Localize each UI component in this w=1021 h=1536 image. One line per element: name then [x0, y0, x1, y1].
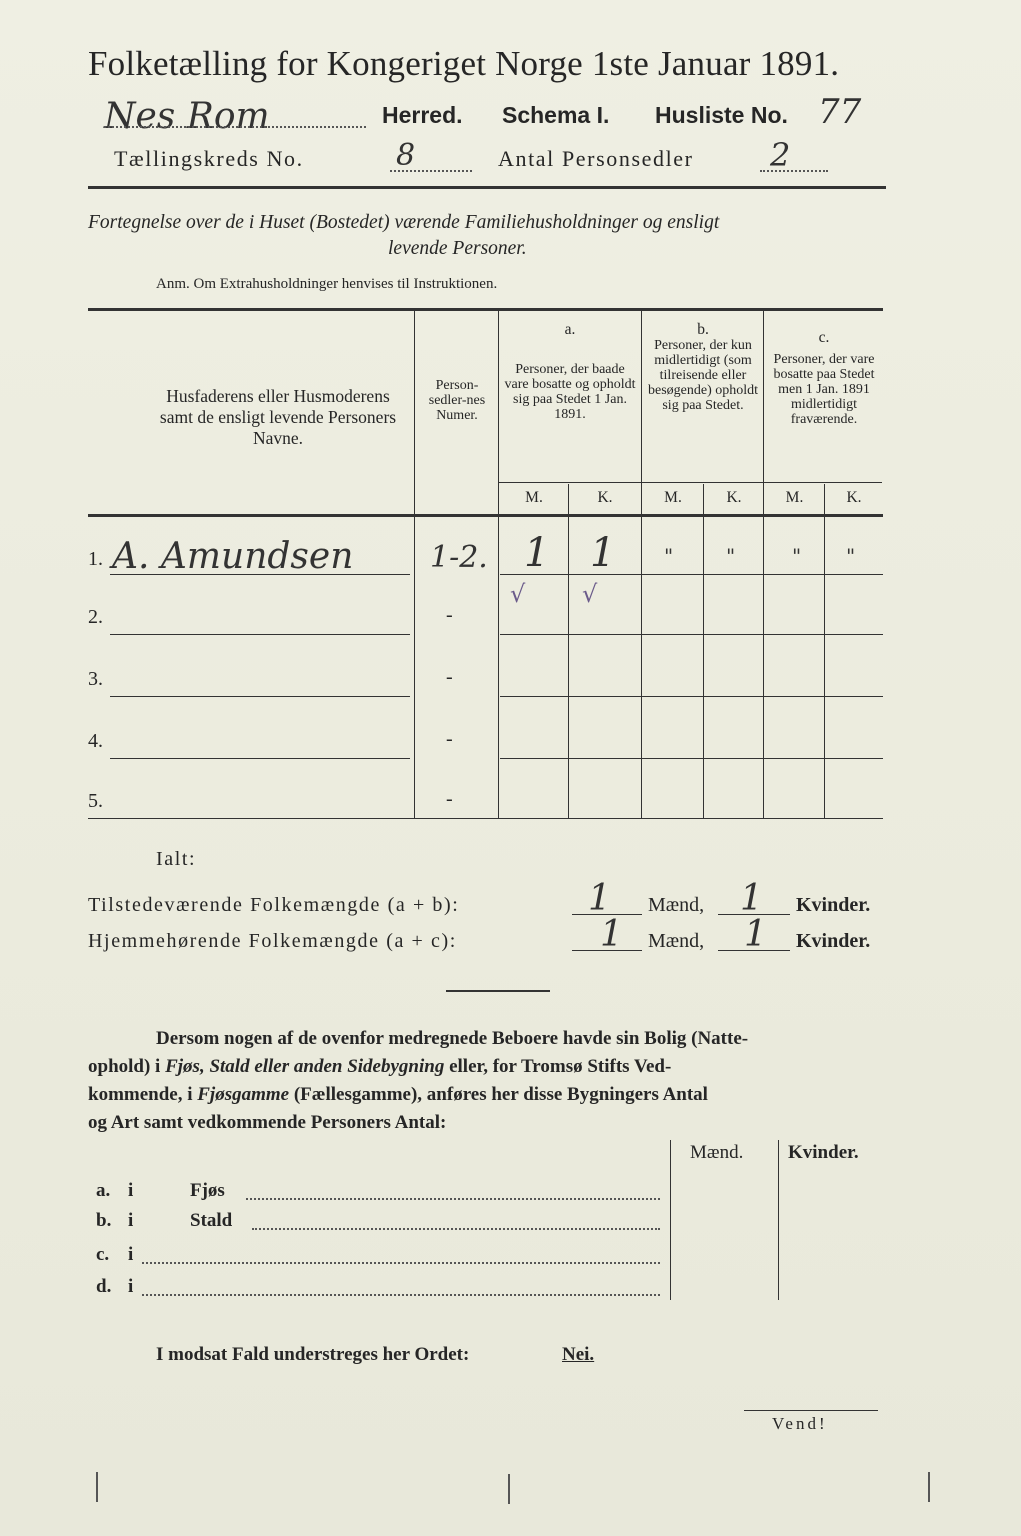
row-line-1b — [500, 574, 883, 575]
col-divider-b-mk — [703, 484, 704, 818]
paragraph-line-3 — [88, 1084, 708, 1106]
hjemme-kvinder-line — [718, 950, 790, 951]
building-row-i: i — [128, 1244, 134, 1265]
paragraph-line-2c: eller, for Tromsø Stifts Ved- — [444, 1056, 672, 1077]
row-num: 1-2. — [430, 540, 488, 575]
schema-label: Schema I. — [502, 102, 610, 128]
col-divider-b — [763, 310, 764, 818]
row-num: - — [446, 604, 453, 626]
col-divider-a-mk — [568, 484, 569, 818]
row-number: 3. — [88, 668, 103, 690]
tilstede-kvinder-value: 1 — [740, 878, 763, 919]
row-a-m: 1 — [524, 530, 550, 576]
col-b-letter: b. — [697, 321, 709, 338]
col-a-m: M. — [525, 489, 543, 506]
building-row-letter: d. — [96, 1276, 112, 1297]
paragraph-line-1: Dersom nogen af de ovenfor medregnede Beboere havde sin Bolig (Natte- — [156, 1028, 749, 1049]
building-row-i: i — [128, 1180, 134, 1201]
form-title: Folketælling for Kongeriget Norge 1ste Januar 1891. — [88, 44, 840, 83]
row-line-4 — [110, 758, 410, 759]
tilstede-label: Tilstedeværende Folkemængde (a + b): — [88, 894, 460, 916]
tilstede-maend-value: 1 — [588, 878, 611, 919]
row-num: - — [446, 666, 453, 688]
row-num: - — [446, 728, 453, 750]
col-divider-c-mk — [824, 484, 825, 818]
section-separator — [446, 990, 550, 992]
edge-mark-center — [508, 1474, 510, 1504]
building-row-i: i — [128, 1276, 134, 1297]
modsat-text: I modsat Fald understreges her Ordet: — [156, 1344, 470, 1365]
building-row-i: i — [128, 1210, 134, 1231]
edge-mark-left — [96, 1472, 98, 1502]
intro-line-1: Fortegnelse over de i Huset (Bostedet) værende Familiehusholdninger og ensligt — [88, 212, 720, 233]
anm-note: Anm. Om Extrahusholdninger henvises til Instruktionen. — [156, 276, 498, 292]
col-header-b: Personer, der kun midlertidigt (som tilreisende eller besøgende) opholdt sig paa Stedet. — [647, 338, 759, 413]
col-header-num: Person-sedler-nes Numer. — [428, 378, 486, 423]
building-row-label: Fjøs — [190, 1180, 225, 1201]
col-a-letter: a. — [564, 321, 576, 338]
col-b-m: M. — [664, 489, 682, 506]
nei-word: Nei. — [562, 1344, 595, 1365]
kreds-label: Tællingskreds No. — [114, 146, 304, 171]
row-c-m: " — [792, 544, 802, 568]
paragraph-line-2 — [88, 1056, 671, 1078]
row-b-m: " — [664, 544, 674, 568]
mk-header-rule — [498, 482, 882, 483]
row-a-m-check: √ — [510, 580, 526, 608]
col-c-m: M. — [785, 489, 804, 506]
row-number: 4. — [88, 730, 103, 752]
tilstede-maend-label: Mænd, — [648, 894, 705, 916]
row-b-k: " — [726, 544, 736, 568]
col-c-k: K. — [846, 489, 862, 506]
buildings-maend-header: Mænd. — [690, 1142, 744, 1163]
ialt-label: Ialt: — [156, 848, 197, 870]
col-header-c: Personer, der vare bosatte paa Stedet men 1 Jan. 1891 midlertidigt fraværende. — [773, 352, 875, 427]
herred-dotted-line — [104, 126, 366, 128]
hjemme-maend-value: 1 — [600, 914, 623, 955]
row-number: 5. — [88, 790, 103, 812]
row-line-3 — [110, 696, 410, 697]
col-header-a: Personer, der baade vare bosatte og opholdt sig paa Stedet 1 Jan. 1891. — [504, 362, 636, 422]
antal-dotted-line — [760, 170, 828, 172]
col-divider-a — [641, 310, 642, 818]
paragraph-line-3c: (Fællesgamme), anføres her disse Bygningers Antal — [289, 1084, 708, 1105]
buildings-divider-2 — [778, 1140, 779, 1300]
row-num: - — [446, 788, 453, 810]
antal-value: 2 — [770, 136, 791, 174]
buildings-divider-1 — [670, 1140, 671, 1300]
row-name: A. Amundsen — [112, 536, 354, 577]
row-number: 1. — [88, 548, 103, 570]
row-line-4b — [500, 758, 883, 759]
tilstede-kvinder-label: Kvinder. — [796, 894, 871, 916]
husliste-value: 77 — [818, 92, 862, 132]
row-line-3b — [500, 696, 883, 697]
vend-text: Vend! — [772, 1414, 828, 1433]
col-c-letter: c. — [818, 329, 830, 346]
husliste-label: Husliste No. — [655, 102, 788, 128]
edge-mark-right — [928, 1472, 930, 1502]
row-a-k: 1 — [590, 530, 616, 576]
hjemme-label: Hjemmehørende Folkemængde (a + c): — [88, 930, 457, 952]
buildings-kvinder-header: Kvinder. — [788, 1142, 859, 1163]
hjemme-kvinder-label: Kvinder. — [796, 930, 871, 952]
herred-label: Herred. — [382, 102, 463, 128]
building-row-label: Stald — [190, 1210, 233, 1231]
building-row-dots — [142, 1294, 660, 1296]
paragraph-line-4: og Art samt vedkommende Personers Antal: — [88, 1112, 447, 1133]
row-a-k-check: √ — [582, 580, 598, 608]
col-a-k: K. — [597, 489, 613, 506]
paragraph-line-3b: Fjøsgamme — [197, 1084, 290, 1105]
intro-line-2: levende Personer. — [388, 238, 527, 259]
col-header-name: Husfaderens eller Husmoderens samt de ensligt levende Personers Navne. — [159, 386, 397, 448]
building-row-dots — [252, 1228, 660, 1230]
row-c-k: " — [846, 544, 856, 568]
col-divider-name — [414, 310, 415, 818]
kreds-dotted-line — [390, 170, 472, 172]
antal-label: Antal Personsedler — [498, 146, 694, 171]
row-number: 2. — [88, 606, 103, 628]
paragraph-line-2a: ophold) i — [88, 1056, 166, 1077]
kreds-value: 8 — [396, 138, 416, 173]
col-divider-num — [498, 310, 499, 818]
herred-value: Nes Rom — [104, 96, 270, 137]
building-row-letter: a. — [96, 1180, 111, 1201]
col-b-k: K. — [726, 489, 742, 506]
vend-rule — [744, 1410, 878, 1411]
hjemme-kvinder-value: 1 — [744, 914, 767, 955]
building-row-letter: c. — [96, 1244, 110, 1265]
header-rule — [88, 186, 886, 189]
building-row-dots — [142, 1262, 660, 1264]
building-row-dots — [246, 1198, 660, 1200]
paragraph-line-3a: kommende, i — [88, 1084, 198, 1105]
hjemme-maend-label: Mænd, — [648, 930, 705, 952]
hjemme-maend-line — [572, 950, 642, 951]
table-bottom-rule — [88, 818, 883, 819]
building-row-letter: b. — [96, 1210, 112, 1231]
row-line-2b — [500, 634, 883, 635]
paragraph-line-2b: Fjøs, Stald eller anden Sidebygning — [165, 1056, 445, 1077]
row-line-2 — [110, 634, 410, 635]
